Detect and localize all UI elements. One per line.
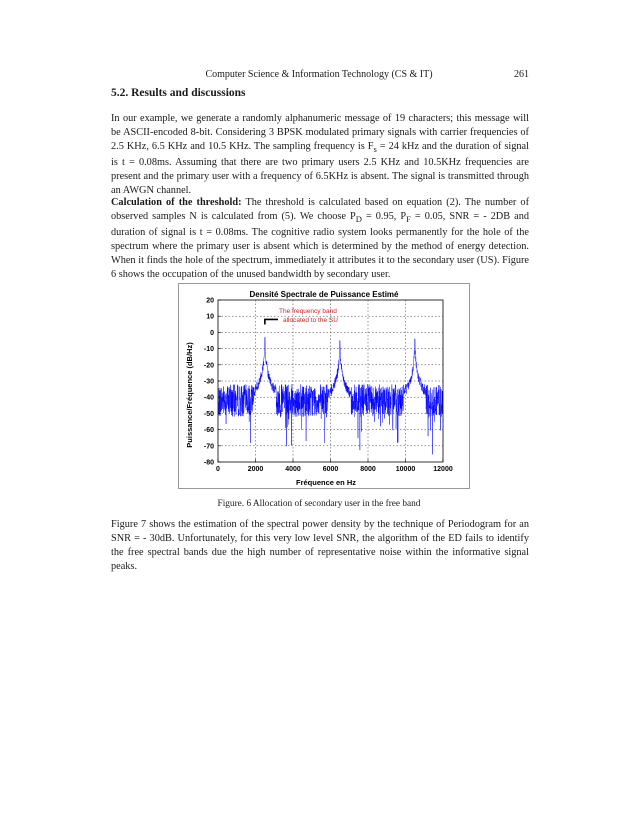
y-tick-label: -20 [203, 362, 214, 370]
subscript-s: s [373, 144, 377, 155]
section-title: 5.2. Results and discussions [111, 87, 246, 99]
y-tick-label: 10 [206, 313, 214, 321]
x-tick-label: 2000 [247, 466, 264, 473]
figure-caption: Figure. 6 Allocation of secondary user in the free band [217, 499, 421, 509]
y-tick-label: 20 [206, 297, 214, 305]
paragraph-1-text-a: In our example, we generate a randomly alphanumeric message of 19 characters; this message will be ASCII-encoded 8-bit. Considering 3 BPSK modulated primary signals with carrier frequencies of 2.5 KHz, 6.5 KHz and 10.5 KHz. The sampling frequency is F [111, 113, 529, 152]
x-axis-label: Fréquence en Hz [295, 478, 357, 487]
x-tick-label: 10000 [395, 466, 416, 473]
x-tick-label: 0 [216, 466, 220, 473]
y-tick-label: -30 [203, 378, 214, 386]
paragraph-2-text-b: = 0.95, P [361, 211, 407, 222]
page-number: 261 [514, 69, 529, 80]
paragraph-2-text-a: The threshold is calculated based on equation (2). The number of observed samples N is calculated from (5). We choose P [111, 197, 529, 222]
x-tick-label: 8000 [360, 466, 376, 473]
paragraph-1-text-b: = 24 kHz and the duration of signal is t = 0.08ms. Assuming that there are two primary users 2.5 KHz and 10.5KHz frequencies are present and the primary user with a frequency of 6.5KHz is absent. The signal is transmitted through an AWGN channel. [111, 141, 529, 197]
x-tick-label: 6000 [322, 466, 339, 473]
annotation-line-2: allocated to the SU [283, 316, 338, 324]
annotation-line-1: The frequency band [279, 307, 337, 315]
y-tick-label: -80 [203, 459, 214, 467]
running-title: Computer Science & Information Technology (CS & IT) [205, 69, 433, 80]
subscript-d: D [355, 214, 362, 225]
running-header [0, 69, 638, 83]
paragraph-2 [111, 196, 529, 282]
x-tick-label: 4000 [285, 466, 301, 473]
y-tick-label: 0 [210, 329, 214, 337]
y-tick-label: -40 [203, 394, 214, 402]
y-axis-label: Puissance/Fréquence (dB/Hz) [185, 342, 194, 448]
paragraph-1 [111, 112, 529, 198]
paragraph-2-lead: Calculation of the threshold: [111, 197, 242, 208]
paragraph-3: Figure 7 shows the estimation of the spectral power density by the technique of Periodogram for an SNR = - 30dB. Unfortunately, for this very low level SNR, the algorithm of the ED fails to identify the free spectral bands due the high number of representative noise within the informative signal peaks. [111, 519, 529, 572]
psd-chart [178, 283, 470, 489]
subscript-f: F [406, 214, 411, 225]
y-tick-label: -70 [203, 443, 214, 451]
paragraph-2-text-c: = 0.05, SNR = - 2DB and duration of signal is t = 0.08ms. The cognitive radio system looks permanently for the hole of the spectrum where the primary user is absent which is determined by the method of energy detection. When it finds the hole of the spectrum, immediately it attributes it to the secondary user (US). Figure 6 shows the occupation of the unused bandwidth by secondary user. [111, 211, 529, 281]
x-tick-label: 12000 [433, 466, 453, 473]
figure-6 [178, 283, 470, 489]
y-tick-label: -60 [203, 427, 214, 435]
chart-title: Densité Spectrale de Puissance Estimé [249, 290, 399, 299]
y-tick-label: -10 [203, 346, 214, 354]
y-tick-label: -50 [203, 410, 214, 418]
